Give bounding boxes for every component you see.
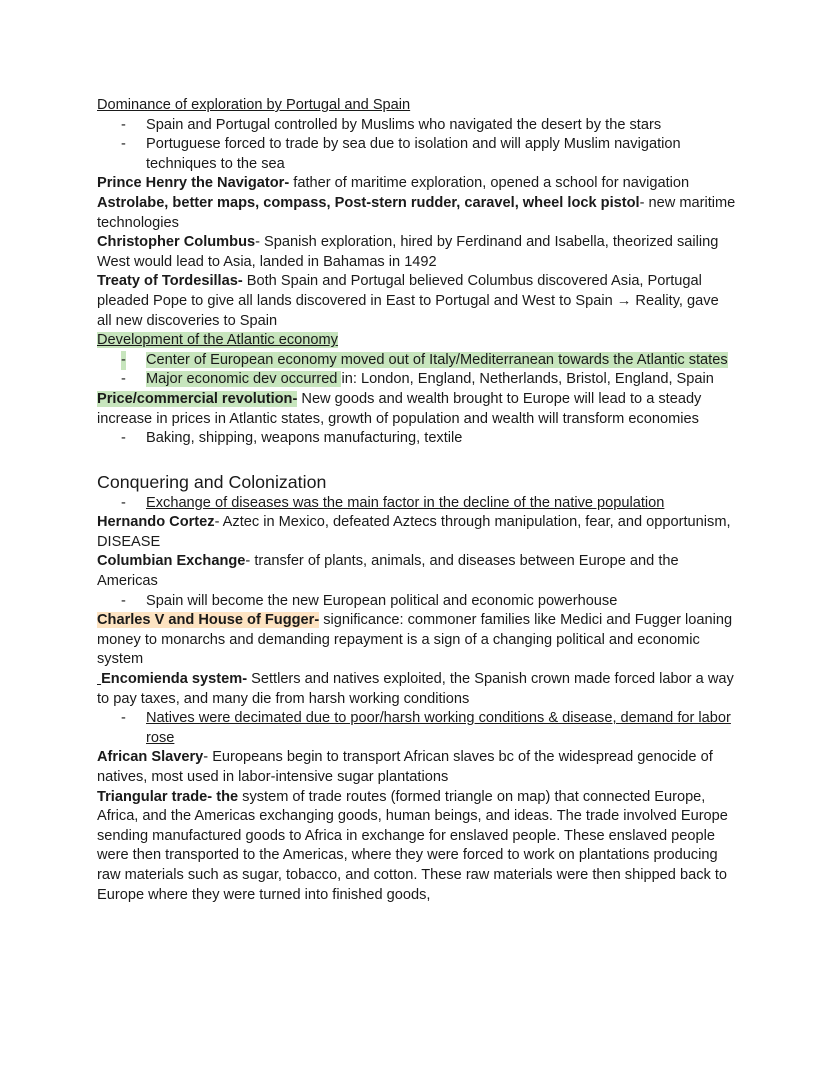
term: Encomienda system- [101, 671, 248, 688]
price-bullets [97, 429, 737, 449]
section-heading-atlantic: Development of the Atlantic economy [97, 332, 338, 349]
term: Astrolabe, better maps, compass, Post-stern rudder, caravel, wheel lock pistol [97, 194, 640, 211]
term: Price/commercial revolution- [97, 390, 298, 407]
paragraph-columbus: Christopher Columbus- Spanish exploration, hired by Ferdinand and Isabella, theorized sailing West would lead to Asia, landed in Bahamas in 1492 [97, 234, 719, 270]
list-item: - Natives were decimated due to poor/harsh working conditions & disease, demand for labor rose [121, 710, 731, 746]
paragraph-african-slavery: African Slavery- Europeans begin to transport African slaves bc of the widespread genocide of natives, most used in labor-intensive sugar plantations [97, 749, 713, 785]
term: Columbian Exchange [97, 553, 246, 570]
paragraph-encomienda: Encomienda system- Settlers and natives exploited, the Spanish crown made forced labor a way to pay taxes, and many die from harsh working conditions [97, 671, 734, 707]
term: Charles V and House of Fugger- [97, 612, 320, 629]
list-item: - Center of European economy moved out of Italy/Mediterranean towards the Atlantic states [97, 351, 737, 371]
spacer [97, 449, 737, 470]
dominance-bullets [97, 116, 737, 175]
paragraph-prince-henry: Prince Henry the Navigator- father of maritime exploration, opened a school for navigation [97, 175, 690, 192]
paragraph-triangular-trade: Triangular trade- the system of trade routes (formed triangle on map) that connected Europe, Africa, and the Americas exchanging goods, human beings, and ideas. The trade involved Europe sending manufactured goods to Africa in exchange for enslaved people. These enslaved people were then transported to the Americas, where they were forced to work on plantations producing raw materials such as sugar, tobacco, and cotton. These raw materials were then shipped back to Europe where they were turned into finished goods, [97, 788, 728, 903]
term: Prince Henry the Navigator- [97, 175, 290, 192]
notes-body [97, 96, 737, 905]
atlantic-bullets [97, 351, 737, 390]
term: Hernando Cortez [97, 514, 215, 531]
disease-bullets [97, 494, 737, 514]
term: Triangular trade- the [97, 788, 239, 805]
list-item: - Spain and Portugal controlled by Muslims who navigated the desert by the stars [121, 116, 662, 133]
term: African Slavery [97, 749, 204, 766]
list-item: - Portuguese forced to trade by sea due to isolation and will apply Muslim navigation techniques to the sea [121, 136, 681, 172]
term: Christopher Columbus [97, 234, 256, 251]
paragraph-cortez: Hernando Cortez- Aztec in Mexico, defeated Aztecs through manipulation, fear, and opportunism, DISEASE [97, 514, 731, 550]
paragraph-technologies: Astrolabe, better maps, compass, Post-stern rudder, caravel, wheel lock pistol- new maritime technologies [97, 194, 736, 231]
paragraph-tordesillas: Treaty of Tordesillas- Both Spain and Portugal believed Columbus discovered Asia, Portugal pleaded Pope to give all lands discovered in East to Portugal and West to Spain → Reality, gave all new discoveries to Spain [97, 273, 719, 329]
paragraph-charles-v: Charles V and House of Fugger- significance: commoner families like Medici and Fugger loaning money to monarchs and demanding repayment is a sign of a changing political and economic system [97, 612, 733, 668]
list-item: - Exchange of diseases was the main factor in the decline of the native population [121, 494, 665, 511]
natives-bullets [97, 709, 737, 748]
list-item: - Spain will become the new European political and economic powerhouse [121, 592, 618, 609]
spain-bullets [97, 592, 737, 612]
section-title-conquering: Conquering and Colonization [97, 471, 327, 492]
list-item: - Major economic dev occurred in: London, England, Netherlands, Bristol, England, Spain [121, 371, 714, 388]
list-item: - Baking, shipping, weapons manufacturing, textile [121, 430, 463, 447]
paragraph-columbian-exchange: Columbian Exchange- transfer of plants, animals, and diseases between Europe and the Americas [97, 553, 679, 590]
section-heading-dominance: Dominance of exploration by Portugal and Spain [97, 97, 411, 113]
term: Treaty of Tordesillas- [97, 273, 243, 290]
paragraph-price-revolution: Price/commercial revolution- New goods and wealth brought to Europe will lead to a steady increase in prices in Atlantic states, growth of population and wealth will transform economies [97, 390, 702, 427]
